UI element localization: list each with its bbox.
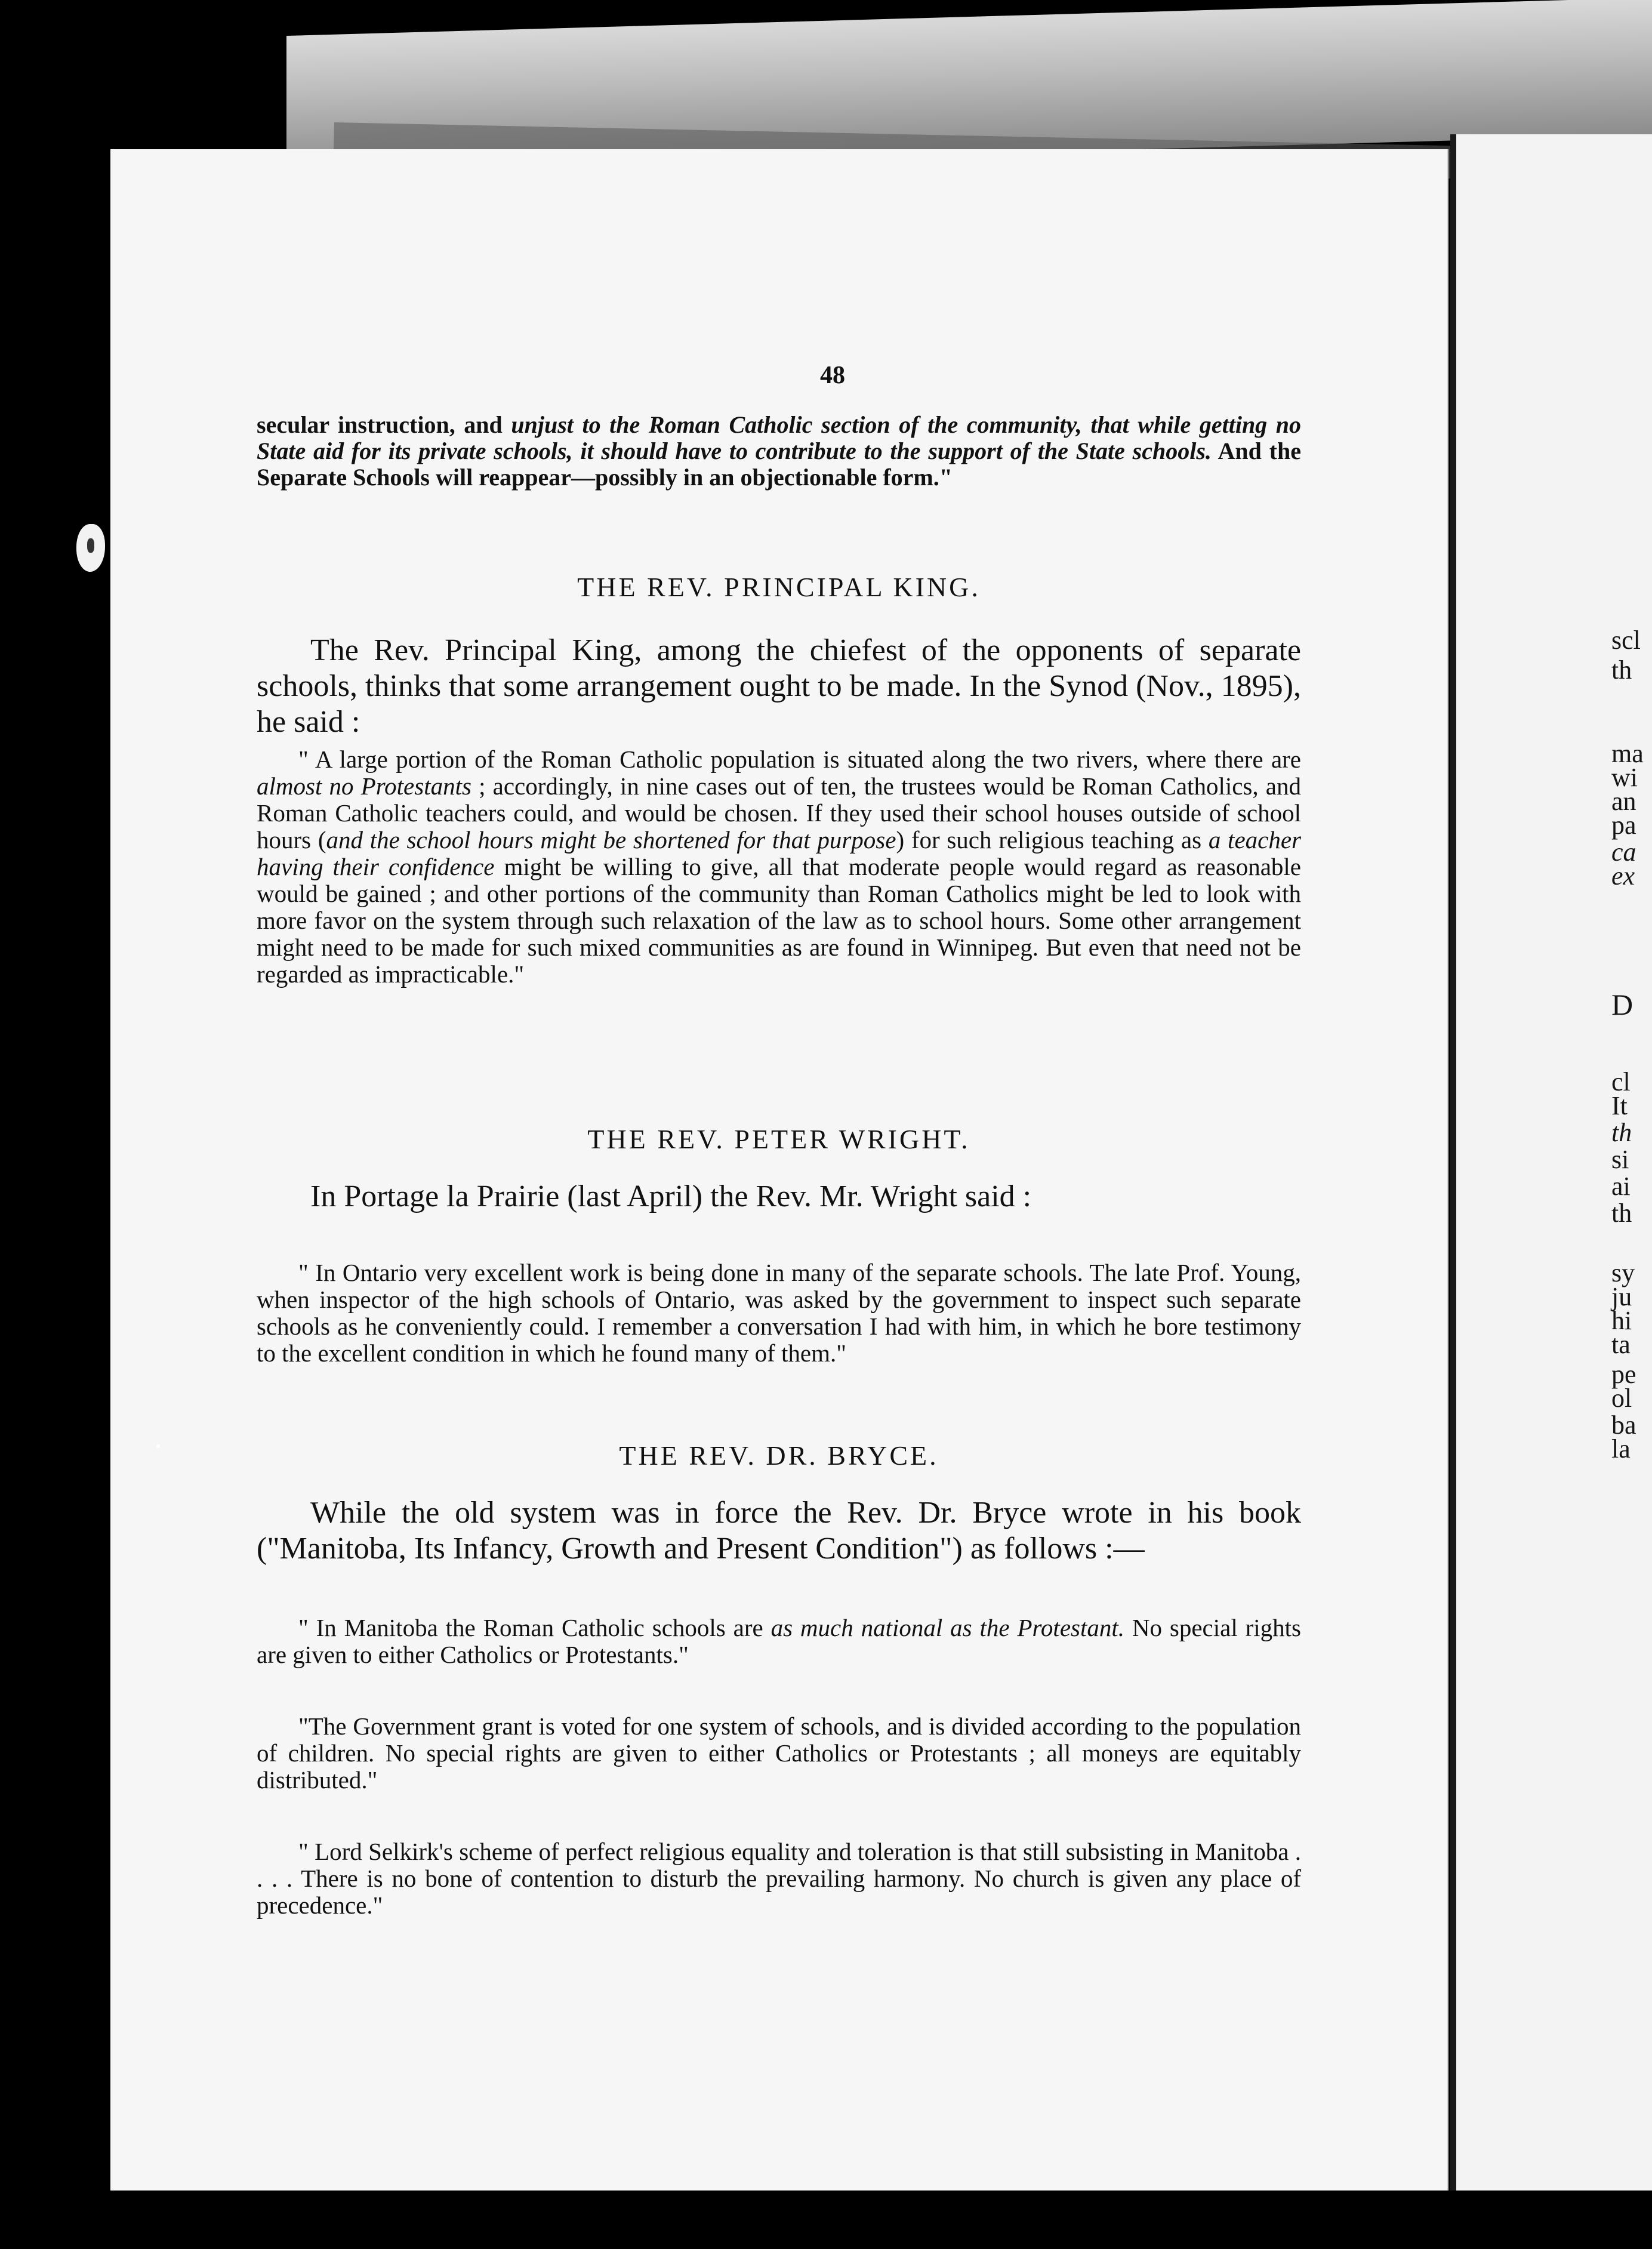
quote-king-d: and the school hours might be shortened for that purpose (326, 826, 896, 854)
page-number: 48 (820, 362, 845, 389)
facing-page-fragment: ex (1611, 861, 1635, 891)
facing-page-fragment: ma (1611, 739, 1644, 768)
quote-king-g: might be willing to give, all that moderate people would regard as reasonable would be gained ; and other portions of the community than Roman Catholics might be led to look with more favor on the system through such relaxation of the law as to school hours. Some other arrangement might need to be made for such mixed communities as are found in Winnipeg. But even that need not be regarded as impracticable." (257, 853, 1301, 988)
facing-page-fragment: cl (1611, 1067, 1631, 1096)
facing-page-fragment: wi (1611, 763, 1638, 792)
facing-page-fragment: la (1611, 1434, 1631, 1464)
facing-page-fragment: It (1611, 1091, 1628, 1120)
facing-page-fragment: th (1611, 1199, 1632, 1228)
quote-bryce-1-b: as much national as the Protestant. (770, 1614, 1125, 1641)
quote-bryce-1 (257, 1615, 1301, 1668)
facing-page-fragment: ai (1611, 1172, 1631, 1201)
section-heading-dr-bryce: THE REV. DR. BRYCE. (619, 1440, 939, 1471)
facing-page-fragment: hi (1611, 1306, 1632, 1335)
facing-page (1450, 134, 1652, 2191)
scan-speck (156, 1444, 160, 1448)
quote-king-f: a teacher having their confidence (257, 826, 1301, 880)
opening-text-italic: unjust to the Roman Catholic section of the community, that while getting no State aid for its private schools, it should have to contribute to the support of the State schools. (257, 411, 1302, 464)
quote-bryce-1-a: " In Manitoba the Roman Catholic schools are (298, 1614, 771, 1641)
facing-page-fragment: ol (1611, 1384, 1632, 1413)
opening-text-2: And the Separate Schools will reappear—possibly in an objectionable form." (257, 438, 1301, 491)
quote-bryce-1-c: No special rights are given to either Catholics or Protestants." (257, 1614, 1301, 1668)
facing-page-fragment: an (1611, 787, 1636, 816)
section-heading-peter-wright: THE REV. PETER WRIGHT. (587, 1124, 970, 1154)
facing-page-fragment: sy (1611, 1258, 1635, 1287)
section-heading-principal-king: THE REV. PRINCIPAL KING. (577, 572, 981, 602)
section-intro-peter-wright: In Portage la Prairie (last April) the Rev. Mr. Wright said : (310, 1179, 1032, 1213)
opening-quote-continuation (257, 412, 1301, 491)
quote-principal-king (257, 746, 1301, 988)
quote-king-a: " A large portion of the Roman Catholic population is situated along the two rivers, where there are (298, 745, 1301, 773)
facing-page-fragment: scl (1611, 626, 1641, 655)
facing-page-fragment: ba (1611, 1410, 1636, 1440)
quote-king-c: ; accordingly, in nine cases out of ten, the trustees would be Roman Catholics, and Roman Catholic teachers could, and would be chosen. If they used their school houses outside of school hours ( (257, 772, 1301, 854)
facing-page-fragment: th (1611, 1118, 1632, 1147)
facing-page-fragment: si (1611, 1145, 1629, 1174)
facing-page-fragment: th (1611, 655, 1632, 685)
facing-page-fragment: D (1611, 988, 1633, 1021)
section-intro-dr-bryce: While the old system was in force the Rev. Dr. Bryce wrote in his book ("Manitoba, Its Infancy, Growth and Present Condition") as follows :— (257, 1496, 1301, 1566)
facing-page-fragment: ju (1611, 1282, 1632, 1311)
facing-page-fragment: pe (1611, 1360, 1636, 1389)
quote-bryce-3: " Lord Selkirk's scheme of perfect religious equality and toleration is that still subsisting in Manitoba . . . . There is no bone of contention to disturb the prevailing harmony. No church is given any place of precedence." (257, 1838, 1301, 1919)
page-gutter (1450, 134, 1456, 2191)
opening-text-1: secular instruction, and (257, 411, 511, 438)
facing-page-fragment: pa (1611, 811, 1636, 840)
quote-peter-wright: " In Ontario very excellent work is being done in many of the separate schools. The late Prof. Young, when inspector of the high schools of Ontario, was asked by the government to inspect such separate schools as he conveniently could. I remember a conversation I had with him, in which he bore testimony to the excellent condition in which he found many of them." (257, 1259, 1301, 1367)
quote-king-e: ) for such religious teaching as (896, 826, 1209, 854)
section-intro-principal-king: The Rev. Principal King, among the chiefest of the opponents of separate schools, thinks that some arrangement ought to be made. In the Synod (Nov., 1895), he said : (257, 633, 1301, 739)
quote-bryce-2: "The Government grant is voted for one system of schools, and is divided according to the population of children. No special rights are given to either Catholics or Protestants ; all moneys are equitably distributed." (257, 1712, 1301, 1794)
binding-hole-mark (76, 524, 105, 572)
facing-page-fragment: ca (1611, 837, 1636, 867)
facing-page-fragment: ta (1611, 1330, 1631, 1359)
quote-king-b: almost no Protestants (257, 772, 471, 800)
